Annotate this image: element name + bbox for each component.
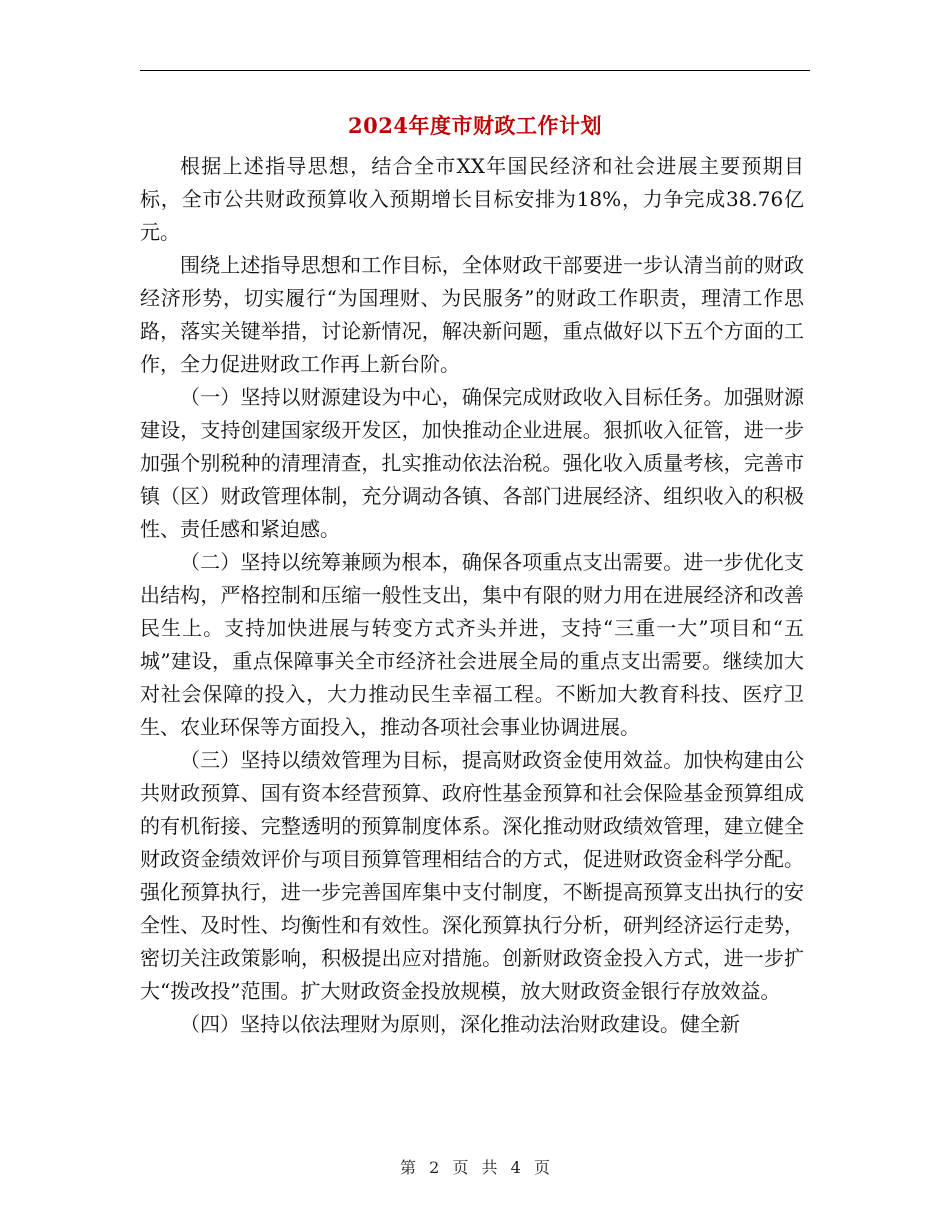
- paragraph-item-2: （二）坚持以统筹兼顾为根本，确保各项重点支出需要。进一步优化支出结构，严格控制和压缩一般性支出，集中有限的财力用在进展经济和改善民生上。支持加快进展与转变方式齐头并进，支持“三重一大”项目和“五城”建设，重点保障事关全市经济社会进展全局的重点支出需要。继续加大对社会保障的投入，大力推动民生幸福工程。不断加大教育科技、医疗卫生、农业环保等方面投入，推动各项社会事业协调进展。: [140, 550, 804, 739]
- page-footer: [0, 1155, 950, 1178]
- paragraph-item-1: （一）坚持以财源建设为中心，确保完成财政收入目标任务。加强财源建设，支持创建国家级开发区，加快推动企业进展。狠抓收入征管，进一步加强个别税种的清理清查，扎实推动依法治税。强化收入质量考核，完善市镇（区）财政管理体制，充分调动各镇、各部门进展经济、组织收入的积极性、责任感和紧迫感。: [140, 385, 804, 541]
- footer-total-pages: 4: [510, 1158, 521, 1177]
- document-title: 2024年度市财政工作计划: [348, 113, 602, 138]
- paragraph-item-3: （三）坚持以绩效管理为目标，提高财政资金使用效益。加快构建由公共财政预算、国有资本经营预算、政府性基金预算和社会保险基金预算组成的有机衔接、完整透明的预算制度体系。深化推动财政绩效管理，建立健全财政资金绩效评价与项目预算管理相结合的方式，促进财政资金科学分配。强化预算执行，进一步完善国库集中支付制度，不断提高预算支出执行的安全性、及时性、均衡性和有效性。深化预算执行分析，研判经济运行走势，密切关注政策影响，积极提出应对措施。创新财政资金投入方式，进一步扩大“拨改投”范围。扩大财政资金投放规模，放大财政资金银行存放效益。: [140, 748, 804, 1003]
- paragraph-item-4: （四）坚持以依法理财为原则，深化推动法治财政建设。健全新: [180, 1012, 740, 1036]
- header-rule: [140, 70, 810, 71]
- footer-page-unit: 页: [452, 1158, 469, 1177]
- footer-page-label: 第: [400, 1158, 417, 1177]
- footer-total-unit: 页: [533, 1158, 550, 1177]
- document-body: [140, 150, 804, 1041]
- paragraph-overview: 围绕上述指导思想和工作目标，全体财政干部要进一步认清当前的财政经济形势，切实履行“为国理财、为民服务”的财政工作职责，理清工作思路，落实关键举措，讨论新情况，解决新问题，重点做好以下五个方面的工作，全力促进财政工作再上新台阶。: [140, 253, 804, 376]
- paragraph-intro-target: 根据上述指导思想，结合全市XX年国民经济和社会进展主要预期目标，全市公共财政预算收入预期增长目标安排为18%，力争完成38.76亿元。: [140, 154, 804, 244]
- footer-current-page: 2: [429, 1158, 440, 1177]
- footer-total-label: 共: [481, 1158, 498, 1177]
